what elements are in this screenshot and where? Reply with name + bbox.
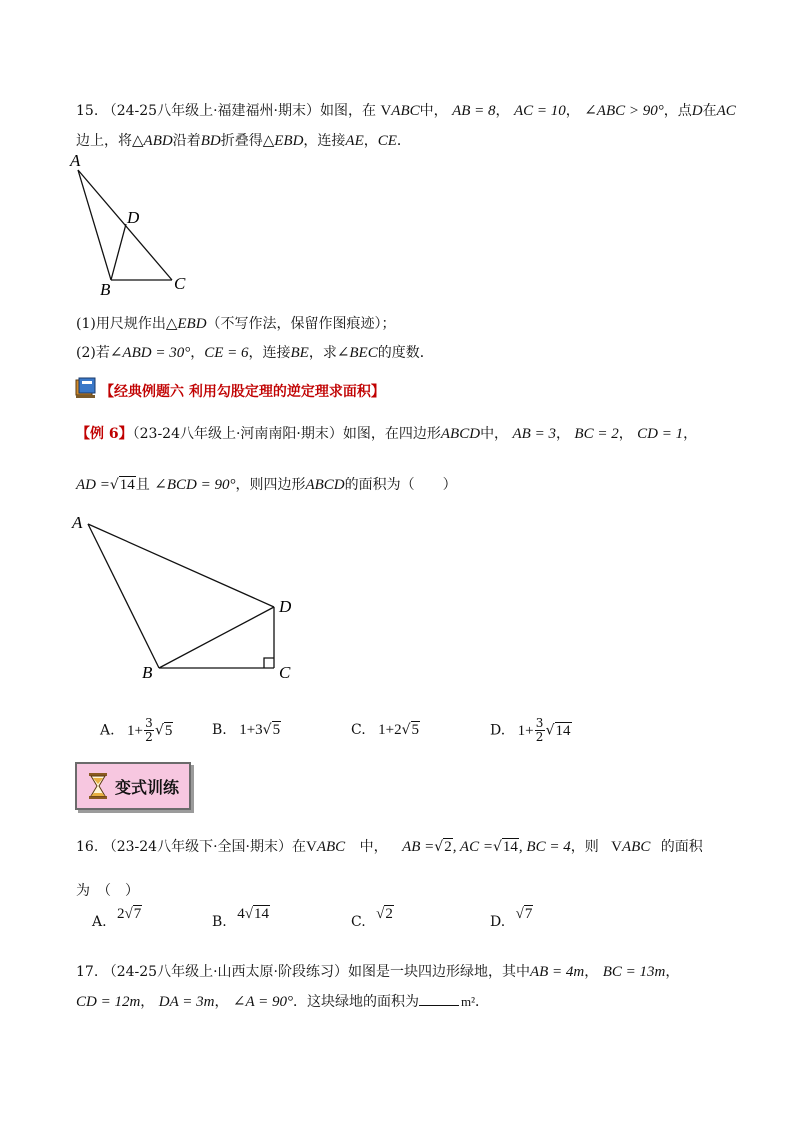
segment-bd — [159, 607, 274, 668]
q15-part2-bec: ∠BEC — [336, 345, 378, 361]
ex6-text: ，则四边形 — [235, 477, 306, 493]
segment-ab — [88, 524, 159, 668]
q17-text: ， — [584, 964, 599, 980]
option-label: A. — [100, 722, 115, 739]
fraction — [144, 717, 154, 744]
ex6-cd: CD = 1 — [637, 426, 684, 442]
sqrt-sign: √ — [109, 477, 119, 493]
option-pre: 2 — [117, 906, 125, 922]
option-label: C. — [351, 722, 366, 738]
option-label: A. — [92, 914, 107, 930]
ex6-option-c[interactable] — [351, 722, 420, 739]
option-pre: 1+2 — [378, 722, 402, 738]
label-c: C — [174, 274, 186, 293]
q15-ce: CE — [377, 133, 397, 149]
ex6-text: 且 — [135, 477, 150, 493]
q15-part2-text: ， — [190, 345, 205, 361]
ex6-bc: BC = 2 — [574, 426, 619, 442]
sqrt-sign: √ — [262, 722, 272, 738]
q16-ab-radicand: 2 — [444, 839, 452, 855]
option-pre: 1+3 — [239, 722, 263, 738]
q15-part2-ce: CE = 6 — [204, 345, 249, 361]
q15-part2-text: 的度数． — [377, 345, 434, 361]
q16-option-c[interactable] — [351, 906, 394, 931]
q16-abc: ABC — [316, 839, 346, 855]
q16-number: 16. — [76, 839, 99, 855]
option-label: D. — [490, 914, 506, 930]
section-title: 【经典例题六 利用勾股定理的逆定理求面积】 — [100, 384, 385, 400]
q15-text: ， — [363, 133, 378, 149]
numerator: 3 — [145, 716, 153, 730]
q16-line1 — [76, 836, 703, 856]
ex6-line2 — [76, 474, 457, 494]
segment-bd — [111, 224, 126, 280]
q16-option-d[interactable] — [490, 906, 533, 931]
q15-figure — [66, 152, 206, 302]
option-pre: 4 — [237, 906, 245, 922]
label-c: C — [279, 663, 291, 682]
q17-text: ， — [665, 964, 680, 980]
ex6-text: 的面积为（ ） — [344, 477, 457, 493]
q17-text: ．这块绿地的面积为 — [292, 994, 419, 1010]
ex6-ab: AB = 3 — [512, 426, 556, 442]
option-value — [516, 906, 534, 922]
q15-part2-text: ，连接 — [248, 345, 291, 361]
segment-ad — [88, 524, 274, 607]
q15-text: 边上，将 — [76, 133, 132, 149]
segment-ac — [78, 170, 172, 280]
denominator: 2 — [145, 730, 153, 744]
q15-tri-abd: △ABD — [132, 133, 173, 149]
radicand: 2 — [385, 906, 393, 922]
q17-da: DA = 3m — [158, 994, 215, 1010]
segment-ab — [78, 170, 111, 280]
book-icon — [74, 377, 98, 399]
ex6-text: ， — [618, 426, 633, 442]
fraction — [535, 717, 545, 744]
q16-ac-radicand: 14 — [502, 839, 518, 855]
option-label: D. — [490, 722, 506, 739]
q17-number: 17. — [76, 964, 99, 980]
q15-d: D — [691, 103, 703, 119]
q16-line2 — [76, 880, 139, 900]
q15-bd: BD — [200, 133, 221, 149]
option-pre: 1+ — [517, 722, 534, 739]
ex6-ad-radicand: 14 — [119, 477, 135, 493]
ex6-ad: AD = — [76, 477, 110, 493]
q16-text: 的面积 — [660, 839, 703, 855]
ex6-abcd: ABCD — [440, 426, 481, 442]
q15-ae: AE — [345, 133, 364, 149]
radicand: 5 — [272, 722, 281, 738]
q15-text: 沿着 — [172, 133, 201, 149]
option-value — [376, 906, 394, 922]
q17-cd: CD = 12m — [76, 994, 141, 1010]
sqrt-sign: √ — [244, 906, 253, 922]
ex6-line1 — [76, 423, 697, 443]
q17-source: （24-25八年级上·山西太原·阶段练习）如图是一块四边形绿地，其中 — [102, 964, 530, 980]
radicand: 14 — [253, 906, 269, 922]
q15-ac: AC = 10 — [513, 103, 566, 119]
option-label: C. — [351, 914, 366, 930]
q15-sep: ， — [495, 103, 510, 119]
radicand: 7 — [524, 906, 533, 922]
q17-text: ， — [140, 994, 155, 1010]
sqrt-sign: √ — [545, 722, 555, 739]
label-a: A — [70, 152, 81, 170]
radicand: 5 — [164, 722, 173, 739]
q16-ac: , AC = — [452, 839, 493, 855]
answer-blank[interactable] — [419, 991, 459, 1006]
q15-part2-text: ，求 — [308, 345, 337, 361]
sqrt-sign: √ — [434, 839, 444, 855]
q17-text: ， — [214, 994, 229, 1010]
q15-part2-text: (2)若 — [76, 345, 110, 361]
label-d: D — [127, 208, 140, 227]
ex6-text: 中， — [480, 426, 509, 442]
q17-text: ． — [475, 994, 489, 1010]
label-b: B — [142, 663, 153, 682]
q15-text: ，连接 — [303, 133, 346, 149]
q16-text: 为 （ ） — [76, 883, 139, 899]
q16-source: （23-24八年级下·全国·期末）在 — [102, 839, 306, 855]
q15-line1 — [76, 100, 736, 120]
option-label: B. — [212, 722, 227, 738]
q15-part1-text: (1)用尺规作出 — [76, 316, 166, 332]
q15-part1-text: （不写作法，保留作图痕迹）； — [206, 316, 396, 332]
denominator: 2 — [535, 730, 544, 744]
q16-ab: AB = — [402, 839, 435, 855]
practice-banner — [75, 762, 191, 810]
triangle-symbol: V — [305, 839, 317, 855]
triangle-symbol: V — [611, 839, 622, 855]
sqrt-sign: √ — [401, 722, 411, 738]
ex6-option-b[interactable] — [212, 722, 281, 739]
q16-abc2: ABC — [622, 839, 651, 855]
q15-tri-ebd: △EBD — [262, 133, 304, 149]
q15-zai: 在 — [702, 103, 717, 119]
practice-label: 变式训练 — [115, 777, 180, 797]
label-d: D — [279, 597, 292, 616]
q15-part1-tri: △EBD — [165, 316, 207, 332]
option-value — [117, 906, 142, 922]
q15-text: ． — [396, 133, 411, 149]
sqrt-sign: √ — [376, 906, 385, 922]
ex6-angle: ∠BCD = 90° — [154, 477, 236, 493]
q15-line2 — [76, 130, 411, 150]
q15-part2-be: BE — [290, 345, 309, 361]
q16-text: 中， — [359, 839, 388, 855]
ex6-option-d[interactable] — [490, 717, 572, 744]
q15-sep: ， — [565, 103, 580, 119]
option-pre: 1+ — [127, 722, 143, 739]
numerator: 3 — [535, 716, 544, 730]
ex6-text: ， — [555, 426, 570, 442]
ex6-option-a[interactable] — [100, 717, 173, 744]
sqrt-sign: √ — [492, 839, 502, 855]
q17-unit: m² — [460, 994, 475, 1009]
option-value — [237, 906, 270, 922]
q15-part2 — [76, 342, 434, 362]
ex6-source: （23-24八年级上·河南南阳·期末）如图，在四边形 — [132, 426, 441, 442]
q15-ab: AB = 8 — [452, 103, 496, 119]
label-b: B — [100, 280, 111, 299]
q17-ab: AB = 4m — [529, 964, 585, 980]
ex6-abcd2: ABCD — [305, 477, 345, 493]
sqrt-sign: √ — [154, 722, 164, 739]
right-angle-mark — [264, 658, 274, 668]
label-a: A — [72, 513, 83, 532]
q16-bc: , BC = 4 — [518, 839, 571, 855]
option-label: B. — [212, 914, 227, 930]
q16-text: ，则 — [570, 839, 599, 855]
q15-number: 15. — [76, 103, 99, 119]
radicand: 5 — [411, 722, 420, 738]
q15-part1 — [76, 313, 396, 333]
q15-ac-seg: AC — [716, 103, 736, 119]
triangle-symbol: V — [380, 103, 392, 119]
q16-option-a[interactable] — [92, 906, 142, 931]
q15-zhong: 中， — [419, 103, 448, 119]
q17-angle: ∠A = 90° — [232, 994, 293, 1010]
q15-text: 折叠得 — [220, 133, 263, 149]
q16-option-b[interactable] — [212, 906, 270, 931]
sqrt-sign: √ — [515, 906, 524, 922]
q17-bc: BC = 13m — [602, 964, 666, 980]
q15-abc: ABC — [391, 103, 420, 119]
q15-part2-angle: ∠ABD = 30° — [109, 345, 191, 361]
q15-angle-abc: ∠ABC > 90° — [584, 103, 664, 119]
radicand: 7 — [133, 906, 142, 922]
q17-line2 — [76, 991, 489, 1011]
q15-point-text: ，点 — [663, 103, 692, 119]
sqrt-sign: √ — [124, 906, 133, 922]
radicand: 14 — [555, 722, 571, 739]
hourglass-icon — [87, 772, 109, 800]
ex6-figure — [64, 508, 304, 683]
q17-line1 — [76, 961, 679, 981]
ex6-tag: 【例 6】 — [76, 426, 133, 442]
ex6-text: ， — [683, 426, 698, 442]
q15-source: （24-25八年级上·福建福州·期末）如图，在 — [102, 103, 376, 119]
